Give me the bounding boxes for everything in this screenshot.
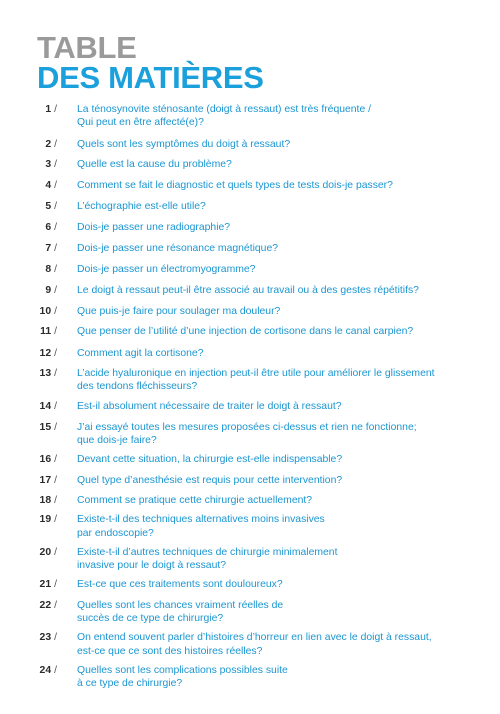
entry-number-value: 17 bbox=[39, 474, 52, 486]
entry-title[interactable]: L’échographie est-elle utile? bbox=[77, 201, 206, 213]
entry-number-slash: / bbox=[54, 401, 57, 413]
entry-number-slash: / bbox=[54, 367, 57, 379]
entry-number bbox=[0, 263, 57, 276]
entry-title[interactable]: Quelle est la cause du problème? bbox=[77, 158, 232, 170]
entry-number-value: 14 bbox=[39, 401, 52, 413]
entry-number-value: 12 bbox=[39, 347, 52, 359]
entry-number-value: 1 bbox=[45, 104, 52, 115]
toc-entry[interactable] bbox=[0, 494, 500, 507]
entry-number bbox=[0, 453, 57, 466]
entry-number bbox=[0, 103, 57, 116]
entry-number-slash: / bbox=[54, 305, 57, 317]
entry-title[interactable]: Comment se pratique cette chirurgie actuellement? bbox=[77, 494, 313, 506]
toc-entry[interactable] bbox=[0, 347, 500, 360]
entry-title[interactable]: Dois-je passer un électromyogramme? bbox=[77, 264, 256, 276]
entry-number bbox=[0, 664, 57, 677]
entry-number-value: 5 bbox=[45, 201, 52, 213]
entry-number-slash: / bbox=[54, 326, 57, 338]
entry-title[interactable]: Dois-je passer une radiographie? bbox=[77, 221, 231, 233]
entry-number bbox=[0, 158, 57, 171]
entry-number-slash: / bbox=[54, 264, 57, 276]
entry-number-value: 2 bbox=[45, 138, 52, 150]
entry-title[interactable]: Que puis-je faire pour soulager ma douleur? bbox=[77, 305, 281, 317]
entry-title[interactable]: Est-il absolument nécessaire de traiter le doigt à ressaut? bbox=[77, 401, 342, 413]
toc-entry[interactable] bbox=[0, 453, 500, 466]
entry-number bbox=[0, 513, 57, 526]
entry-number bbox=[0, 599, 57, 612]
entry-number-slash: / bbox=[54, 632, 57, 644]
entry-number-value: 13 bbox=[39, 367, 52, 379]
entry-number-value: 18 bbox=[39, 494, 52, 506]
toc-entry[interactable] bbox=[0, 179, 500, 192]
entry-number-value: 20 bbox=[39, 546, 52, 558]
page-title bbox=[37, 30, 264, 95]
entry-number-slash: / bbox=[54, 221, 57, 233]
entry-number bbox=[0, 400, 57, 413]
entry-number bbox=[0, 494, 57, 507]
entry-number bbox=[0, 367, 57, 380]
entry-number-slash: / bbox=[54, 138, 57, 150]
entry-number-value: 9 bbox=[45, 284, 52, 296]
toc-entry[interactable] bbox=[0, 421, 500, 448]
entry-number-value: 16 bbox=[39, 454, 52, 466]
entry-number-slash: / bbox=[54, 494, 57, 506]
entry-title[interactable]: Quelles sont les chances vraiment réelles de succès de ce type de chirurgie? bbox=[77, 599, 284, 625]
toc-entry[interactable] bbox=[0, 284, 500, 297]
toc-entry[interactable] bbox=[0, 138, 500, 151]
title-line-2: DES MATIÈRES bbox=[37, 60, 264, 95]
entry-number-slash: / bbox=[54, 180, 57, 192]
entry-number-value: 4 bbox=[45, 180, 52, 192]
entry-number-value: 10 bbox=[39, 305, 52, 317]
toc-entry[interactable] bbox=[0, 200, 500, 213]
toc-entry[interactable] bbox=[0, 400, 500, 413]
toc-entry[interactable] bbox=[0, 103, 500, 130]
entry-number bbox=[0, 179, 57, 192]
entry-number-slash: / bbox=[54, 243, 57, 255]
entry-title[interactable]: L’acide hyaluronique en injection peut-il être utile pour améliorer le glissement des tendons fléchisseurs? bbox=[77, 367, 435, 393]
entry-number bbox=[0, 284, 57, 297]
entry-number bbox=[0, 242, 57, 255]
toc-entry[interactable] bbox=[0, 367, 500, 394]
entry-number-slash: / bbox=[54, 454, 57, 466]
entry-title[interactable]: Est-ce que ces traitements sont douloureux? bbox=[77, 579, 283, 591]
entry-number-value: 15 bbox=[39, 421, 52, 433]
entry-number-value: 21 bbox=[39, 579, 52, 591]
entry-number-slash: / bbox=[54, 284, 57, 296]
entry-number bbox=[0, 305, 57, 318]
entry-number bbox=[0, 200, 57, 213]
toc-entry[interactable] bbox=[0, 513, 500, 540]
entry-number-slash: / bbox=[54, 546, 57, 558]
entry-number-slash: / bbox=[54, 347, 57, 359]
title-line-1: TABLE bbox=[37, 30, 137, 65]
entry-title[interactable]: La ténosynovite sténosante (doigt à ressaut) est très fréquente / Qui peut en être affecté(e)? bbox=[77, 104, 371, 129]
entry-number-slash: / bbox=[54, 579, 57, 591]
entry-number bbox=[0, 421, 57, 434]
table-of-contents bbox=[0, 103, 500, 697]
entry-title[interactable]: On entend souvent parler d’histoires d’horreur en lien avec le doigt à ressaut, est-ce que ce sont des histoires réelles? bbox=[77, 632, 432, 657]
entry-number-value: 19 bbox=[39, 514, 52, 526]
entry-number-slash: / bbox=[54, 201, 57, 213]
entry-number-value: 3 bbox=[45, 158, 52, 170]
toc-entry[interactable] bbox=[0, 325, 500, 338]
entry-title[interactable]: Comment se fait le diagnostic et quels types de tests dois-je passer? bbox=[77, 180, 393, 192]
entry-number-slash: / bbox=[54, 599, 57, 611]
entry-number-value: 11 bbox=[40, 326, 52, 338]
entry-title[interactable]: Devant cette situation, la chirurgie est-elle indispensable? bbox=[77, 454, 343, 466]
entry-number-slash: / bbox=[54, 664, 57, 676]
entry-number-value: 7 bbox=[45, 243, 52, 255]
entry-number-slash: / bbox=[54, 474, 57, 486]
entry-number bbox=[0, 221, 57, 234]
entry-title[interactable]: Quels sont les symptômes du doigt à ressaut? bbox=[77, 138, 291, 150]
entry-title[interactable]: Dois-je passer une résonance magnétique? bbox=[77, 243, 279, 255]
entry-number bbox=[0, 474, 57, 487]
toc-entry[interactable] bbox=[0, 221, 500, 234]
toc-entry[interactable] bbox=[0, 599, 500, 626]
entry-number-value: 6 bbox=[45, 221, 52, 233]
entry-title[interactable]: Existe-t-il des techniques alternatives moins invasives par endoscopie? bbox=[77, 514, 325, 539]
entry-title[interactable]: Le doigt à ressaut peut-il être associé au travail ou à des gestes répétitifs? bbox=[77, 284, 419, 296]
entry-number-slash: / bbox=[54, 158, 57, 170]
entry-number-slash: / bbox=[54, 421, 57, 433]
entry-number bbox=[0, 347, 57, 360]
entry-number-slash: / bbox=[54, 104, 57, 115]
entry-title[interactable]: J’ai essayé toutes les mesures proposées ci-dessus et rien ne fonctionne; que dois-je faire? bbox=[77, 421, 417, 447]
entry-number-slash: / bbox=[54, 514, 57, 526]
entry-number-value: 23 bbox=[39, 632, 52, 644]
entry-title[interactable]: Quel type d’anesthésie est requis pour cette intervention? bbox=[77, 474, 343, 486]
entry-title[interactable]: Quelles sont les complications possibles suite à ce type de chirurgie? bbox=[77, 664, 288, 690]
toc-entry[interactable] bbox=[0, 305, 500, 318]
toc-entry[interactable] bbox=[0, 578, 500, 591]
toc-entry[interactable] bbox=[0, 546, 500, 573]
toc-entry[interactable] bbox=[0, 242, 500, 255]
entry-number bbox=[0, 546, 57, 559]
entry-title[interactable]: Existe-t-il d’autres techniques de chirurgie minimalement invasive pour le doigt à ressaut? bbox=[77, 546, 338, 572]
entry-number bbox=[0, 578, 57, 591]
entry-number bbox=[0, 138, 57, 151]
entry-number-value: 22 bbox=[39, 599, 52, 611]
entry-number bbox=[0, 325, 57, 338]
entry-number-value: 24 bbox=[39, 664, 52, 676]
toc-entry[interactable] bbox=[0, 263, 500, 276]
entry-title[interactable]: Comment agit la cortisone? bbox=[77, 347, 204, 359]
toc-entry[interactable] bbox=[0, 474, 500, 487]
entry-number-value: 8 bbox=[45, 264, 52, 276]
toc-entry[interactable] bbox=[0, 664, 500, 691]
entry-title[interactable]: Que penser de l’utilité d’une injection de cortisone dans le canal carpien? bbox=[77, 326, 414, 338]
toc-entry[interactable] bbox=[0, 631, 500, 658]
toc-entry[interactable] bbox=[0, 158, 500, 171]
entry-number bbox=[0, 631, 57, 644]
